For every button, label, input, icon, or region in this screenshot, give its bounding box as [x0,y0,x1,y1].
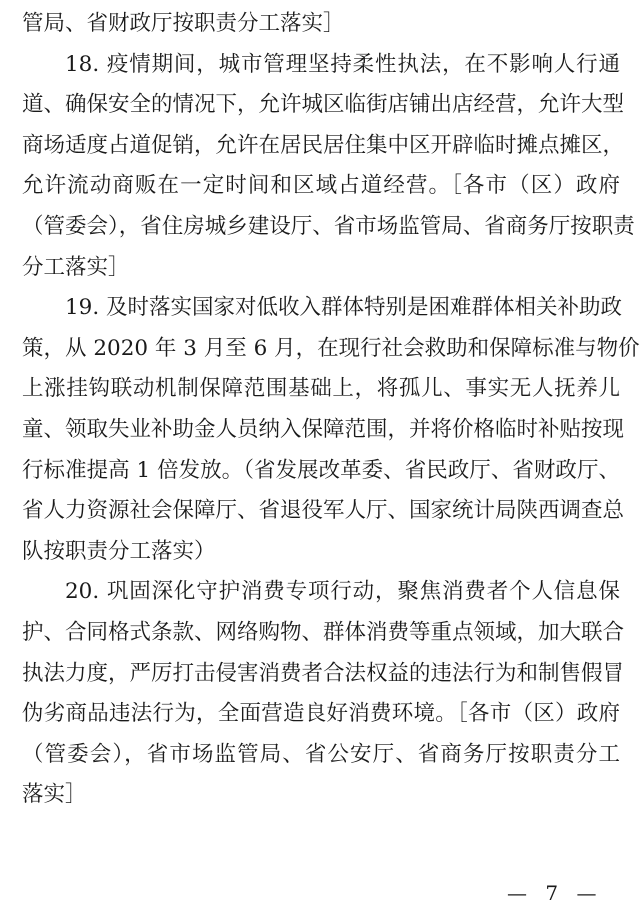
paragraph-continuation [22,4,620,45]
text-line: 童、领取失业补助金人员纳入保障范围，并将价格临时补贴按现 [22,416,625,442]
text-line: 管局、省财政厅按职责分工落实］ [22,11,345,36]
paragraph-item-19 [22,288,640,572]
text-line: 护、合同格式条款、网络购物、群体消费等重点领域，加大联合 [22,619,625,645]
text-line: 允许流动商贩在一定时间和区域占道经营。［各市（区）政府 [22,173,620,199]
text-line: 省人力资源社会保障厅、省退役军人厅、国家统计局陕西调查总 [22,498,625,524]
text-line: 行标准提高 1 倍发放。（省发展改革委、省民政厅、省财政厅、 [22,457,620,483]
text-line: 队按职责分工落实） [22,538,216,564]
text-line: （管委会），省住房城乡建设厅、省市场监管局、省商务厅按职责 [22,213,635,239]
text-line: 道、确保安全的情况下，允许城区临街店铺出店经营，允许大型 [22,92,625,118]
document-page [22,4,640,816]
text-line: 19. 及时落实国家对低收入群体特别是困难群体相关补助政 [65,295,623,321]
paragraph-item-20 [22,572,625,816]
text-line: 上涨挂钩联动机制保障范围基础上，将孤儿、事实无人抚养儿 [22,376,620,402]
text-line: 20. 巩固深化守护消费专项行动，聚焦消费者个人信息保 [65,579,620,605]
text-line: 策，从 2020 年 3 月至 6 月，在现行社会救助和保障标准与物价 [22,335,640,361]
paragraph-item-18 [22,45,635,289]
page-number: — 7 — [507,881,603,905]
text-line: 分工落实］ [22,254,130,280]
text-line: （管委会），省市场监管局、省公安厅、省商务厅按职责分工 [22,741,620,767]
text-line: 伪劣商品违法行为，全面营造良好消费环境。［各市（区）政府 [22,701,620,727]
text-line: 18. 疫情期间，城市管理坚持柔性执法，在不影响人行通 [65,51,620,77]
text-line: 商场适度占道促销，允许在居民居住集中区开辟临时摊点摊区， [22,132,625,158]
text-line: 执法力度，严厉打击侵害消费者合法权益的违法行为和制售假冒 [22,660,625,686]
text-line: 落实］ [22,782,87,808]
